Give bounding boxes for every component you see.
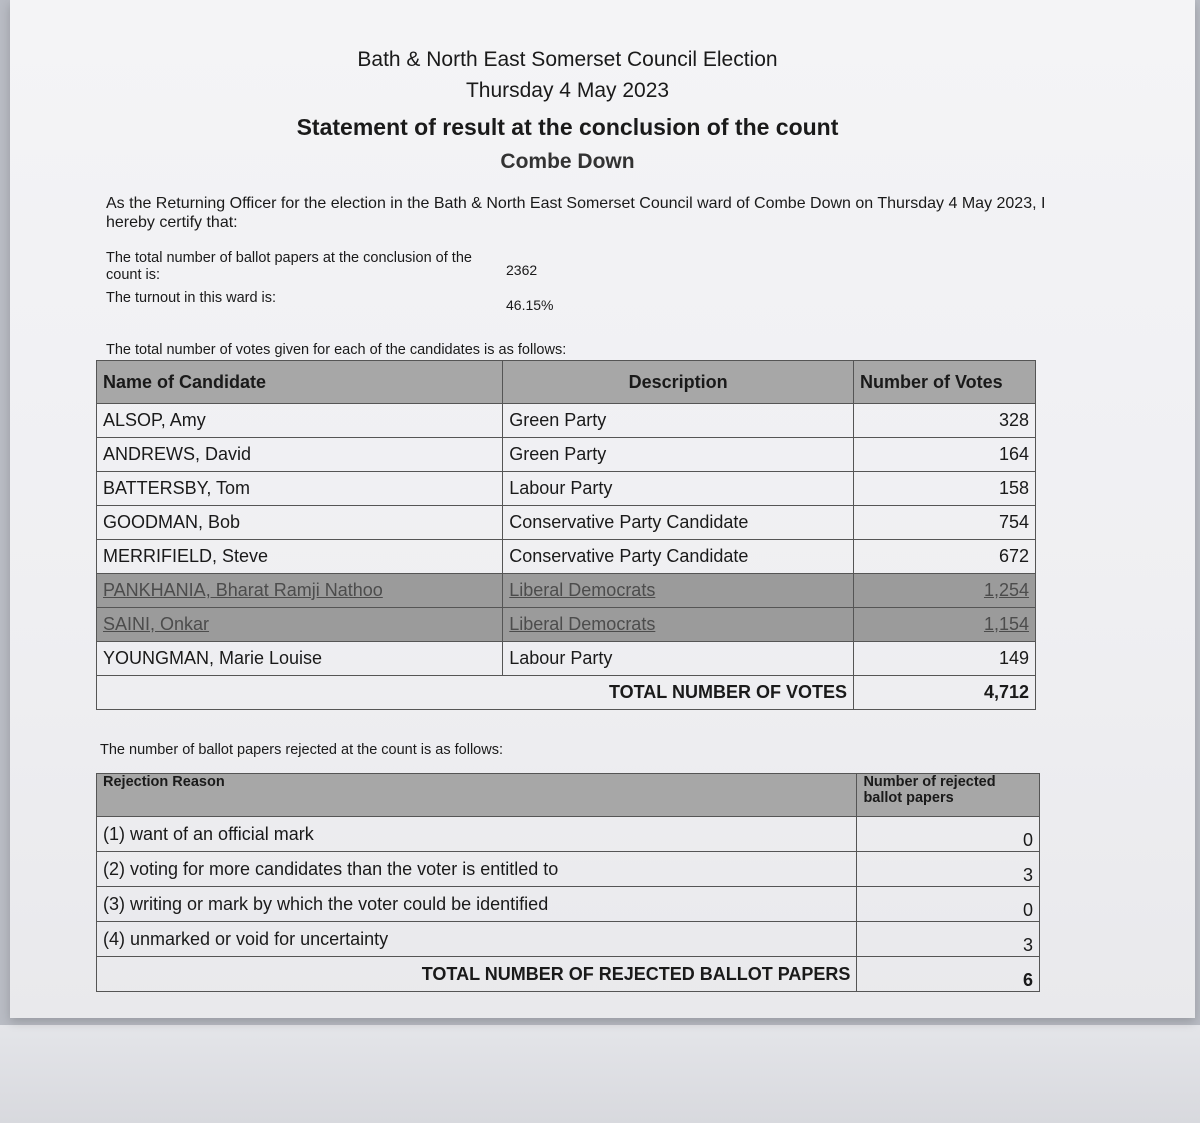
- rejection-count: 0: [857, 887, 1040, 922]
- total-row: [97, 957, 1040, 992]
- rejected-caption: The number of ballot papers rejected at the count is as follows:: [100, 742, 503, 758]
- statement-heading: Statement of result at the conclusion of the count: [296, 114, 839, 140]
- total-row: [97, 676, 1036, 710]
- header-rejected-count: Number of rejected ballot papers: [857, 774, 1040, 817]
- ward-name: Combe Down: [500, 150, 635, 173]
- turnout-label: The turnout in this ward is:: [106, 290, 277, 306]
- candidate-description: Green Party: [503, 404, 854, 438]
- candidate-description: Liberal Democrats: [503, 608, 854, 642]
- table-row-elected: [97, 608, 1036, 642]
- table-row: [97, 472, 1036, 506]
- table-row: [97, 404, 1036, 438]
- rejected-table: [96, 773, 1040, 992]
- table-row: [97, 506, 1036, 540]
- total-votes-label: TOTAL NUMBER OF VOTES: [97, 676, 854, 710]
- total-rejected-label: TOTAL NUMBER OF REJECTED BALLOT PAPERS: [97, 957, 857, 992]
- table-row: [97, 817, 1040, 852]
- election-title: Bath & North East Somerset Council Election: [357, 48, 778, 71]
- rejection-count: 0: [857, 817, 1040, 852]
- rejection-count: 3: [857, 922, 1040, 957]
- rejection-reason: (2) voting for more candidates than the voter is entitled to: [97, 852, 857, 887]
- table-row: [97, 887, 1040, 922]
- result-sheet: [10, 0, 1195, 1018]
- candidates-table: [96, 360, 1036, 710]
- candidate-votes: 1,254: [853, 574, 1035, 608]
- candidate-name: SAINI, Onkar: [97, 608, 503, 642]
- candidate-name: MERRIFIELD, Steve: [97, 540, 503, 574]
- candidate-name: BATTERSBY, Tom: [97, 472, 503, 506]
- candidate-votes: 164: [853, 438, 1035, 472]
- rejection-reason: (1) want of an official mark: [97, 817, 857, 852]
- header-name: Name of Candidate: [97, 361, 503, 404]
- table-header-row: [97, 774, 1040, 817]
- table-row: [97, 438, 1036, 472]
- candidate-description: Labour Party: [503, 642, 854, 676]
- table-row: [97, 852, 1040, 887]
- ballots-value: 2362: [506, 262, 538, 278]
- certification-text: As the Returning Officer for the election in the Bath & North East Somerset Council ward of Combe Down on Thursday 4 May 2023, I hereby certify that:: [106, 195, 1046, 231]
- header-description: Description: [503, 361, 854, 404]
- candidate-votes: 1,154: [853, 608, 1035, 642]
- candidate-name: GOODMAN, Bob: [97, 506, 503, 540]
- table-row: [97, 922, 1040, 957]
- candidate-name: ALSOP, Amy: [97, 404, 503, 438]
- candidate-description: Conservative Party Candidate: [503, 506, 854, 540]
- votes-caption: The total number of votes given for each of the candidates is as follows:: [106, 342, 567, 358]
- candidate-votes: 149: [853, 642, 1035, 676]
- table-row: [97, 540, 1036, 574]
- candidate-votes: 158: [853, 472, 1035, 506]
- candidate-votes: 672: [853, 540, 1035, 574]
- header-reason: Rejection Reason: [97, 774, 857, 817]
- rejection-reason: (4) unmarked or void for uncertainty: [97, 922, 857, 957]
- table-row-elected: [97, 574, 1036, 608]
- candidate-description: Labour Party: [503, 472, 854, 506]
- candidate-description: Green Party: [503, 438, 854, 472]
- header-votes: Number of Votes: [853, 361, 1035, 404]
- rejection-count: 3: [857, 852, 1040, 887]
- turnout-value: 46.15%: [506, 297, 554, 313]
- rejection-reason: (3) writing or mark by which the voter could be identified: [97, 887, 857, 922]
- candidate-description: Liberal Democrats: [503, 574, 854, 608]
- total-votes-value: 4,712: [853, 676, 1035, 710]
- candidate-name: PANKHANIA, Bharat Ramji Nathoo: [97, 574, 503, 608]
- election-date: Thursday 4 May 2023: [465, 79, 670, 102]
- candidate-name: YOUNGMAN, Marie Louise: [97, 642, 503, 676]
- total-rejected-value: 6: [857, 957, 1040, 992]
- second-sheet: [0, 1025, 1200, 1123]
- candidate-description: Conservative Party Candidate: [503, 540, 854, 574]
- candidate-votes: 754: [853, 506, 1035, 540]
- candidate-name: ANDREWS, David: [97, 438, 503, 472]
- table-header-row: [97, 361, 1036, 404]
- candidate-votes: 328: [853, 404, 1035, 438]
- ballots-label: The total number of ballot papers at the conclusion of the count is:: [106, 250, 472, 283]
- table-row: [97, 642, 1036, 676]
